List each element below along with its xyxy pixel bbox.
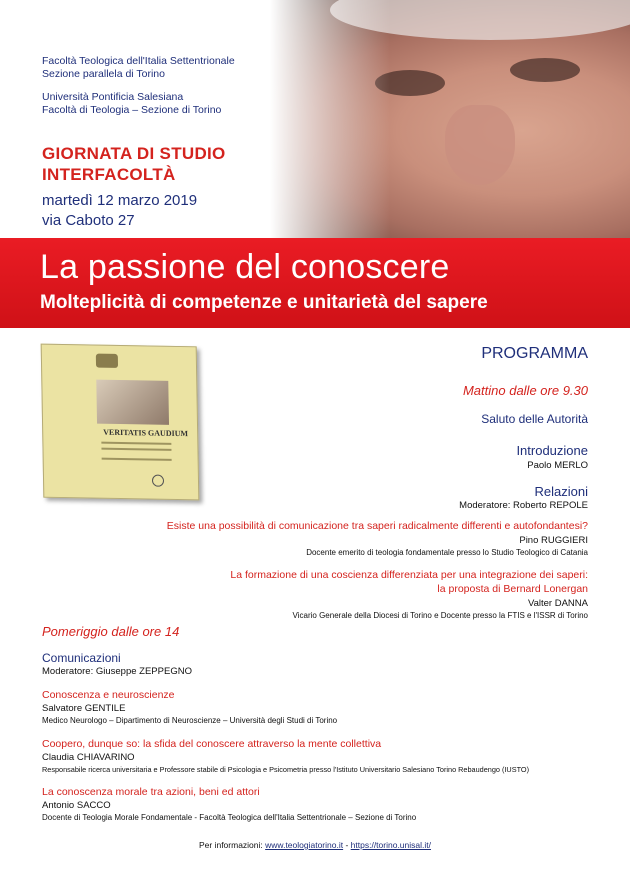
greeting: Saluto delle Autorità — [481, 412, 588, 426]
comm1-title: Conoscenza e neuroscienze — [42, 689, 175, 701]
talk2-speaker: Valter DANNA — [527, 598, 588, 609]
pope-photo — [270, 0, 630, 238]
comm3-title: La conoscenza morale tra azioni, beni ed attori — [42, 786, 260, 798]
program-heading: PROGRAMMA — [481, 345, 588, 362]
communications-label: Comunicazioni — [42, 651, 121, 665]
comm2-role: Responsabile ricerca universitaria e Professore stabile di Psicologia e Psicometria presso l'Istituto Universitario Salesiano Torino Rebaudengo (IUSTO) — [42, 765, 530, 774]
institution-line: Università Pontificia Salesiana — [42, 91, 184, 103]
comm1-speaker: Salvatore GENTILE — [42, 703, 126, 714]
comm3-speaker: Antonio SACCO — [42, 800, 111, 811]
communications-moderator: Moderatore: Giuseppe ZEPPEGNO — [42, 666, 192, 677]
event-headline — [42, 143, 226, 185]
institution-block-1 — [42, 55, 235, 81]
talk2-title-b: la proposta di Bernard Lonergan — [437, 583, 588, 595]
institution-line: Sezione parallela di Torino — [42, 68, 165, 80]
comm1-role: Medico Neurologo – Dipartimento di Neuroscienze – Università degli Studi di Torino — [42, 716, 338, 725]
banner-subtitle: Molteplicità di competenze e unitarietà del sapere — [40, 292, 488, 313]
afternoon-label: Pomeriggio dalle ore 14 — [42, 624, 180, 639]
talk1-title: Esiste una possibilità di comunicazione tra saperi radicalmente differenti e autofondantesi? — [166, 520, 588, 532]
comm2-title: Coopero, dunque so: la sfida del conoscere attraverso la mente collettiva — [42, 738, 382, 750]
link-teologiatorino[interactable]: www.teologiatorino.it — [265, 840, 344, 850]
footer-label: Per informazioni: — [198, 840, 263, 850]
relazioni-moderator: Moderatore: Roberto REPOLE — [459, 500, 588, 511]
banner-title: La passione del conoscere — [40, 248, 450, 286]
morning-label: Mattino dalle ore 9.30 — [462, 383, 588, 398]
book-logo-icon — [152, 475, 164, 487]
event-date: martedì 12 marzo 2019 — [42, 192, 198, 209]
link-unisal[interactable]: https://torino.unisal.it/ — [350, 840, 431, 850]
event-venue: via Caboto 27 — [42, 212, 135, 229]
talk2-title-a: La formazione di una coscienza differenziata per una integrazione dei saperi: — [230, 569, 588, 581]
event-date-venue — [42, 191, 197, 231]
talk1-role: Docente emerito di teologia fondamentale presso lo Studio Teologico di Catania — [306, 548, 588, 557]
intro-label: Introduzione — [516, 443, 588, 458]
book-cover-image — [41, 344, 200, 501]
relazioni-label: Relazioni — [534, 484, 588, 499]
papal-seal-icon — [96, 354, 118, 368]
headline-line-2: INTERFACOLTÀ — [42, 165, 176, 184]
comm3-role: Docente di Teologia Morale Fondamentale - Facoltà Teologica dell'Italia Settentrionale – Sezione di Torino — [42, 813, 417, 822]
headline-line-1: GIORNATA DI STUDIO — [42, 144, 226, 163]
institution-block-2 — [42, 91, 221, 117]
comm2-speaker: Claudia CHIAVARINO — [42, 752, 135, 763]
footer-info — [0, 840, 630, 850]
footer-separator: - — [343, 840, 351, 850]
intro-speaker: Paolo MERLO — [527, 460, 588, 471]
institution-line: Facoltà Teologica dell'Italia Settentrionale — [42, 55, 235, 67]
talk2-role: Vicario Generale della Diocesi di Torino e Docente presso la FTIS e l'ISSR di Torino — [292, 611, 588, 620]
institution-line: Facoltà di Teologia – Sezione di Torino — [42, 104, 222, 116]
book-photo — [96, 380, 169, 425]
talk1-speaker: Pino RUGGIERI — [519, 535, 588, 546]
title-banner — [0, 238, 630, 328]
book-title: VERITATIS GAUDIUM — [103, 427, 189, 439]
